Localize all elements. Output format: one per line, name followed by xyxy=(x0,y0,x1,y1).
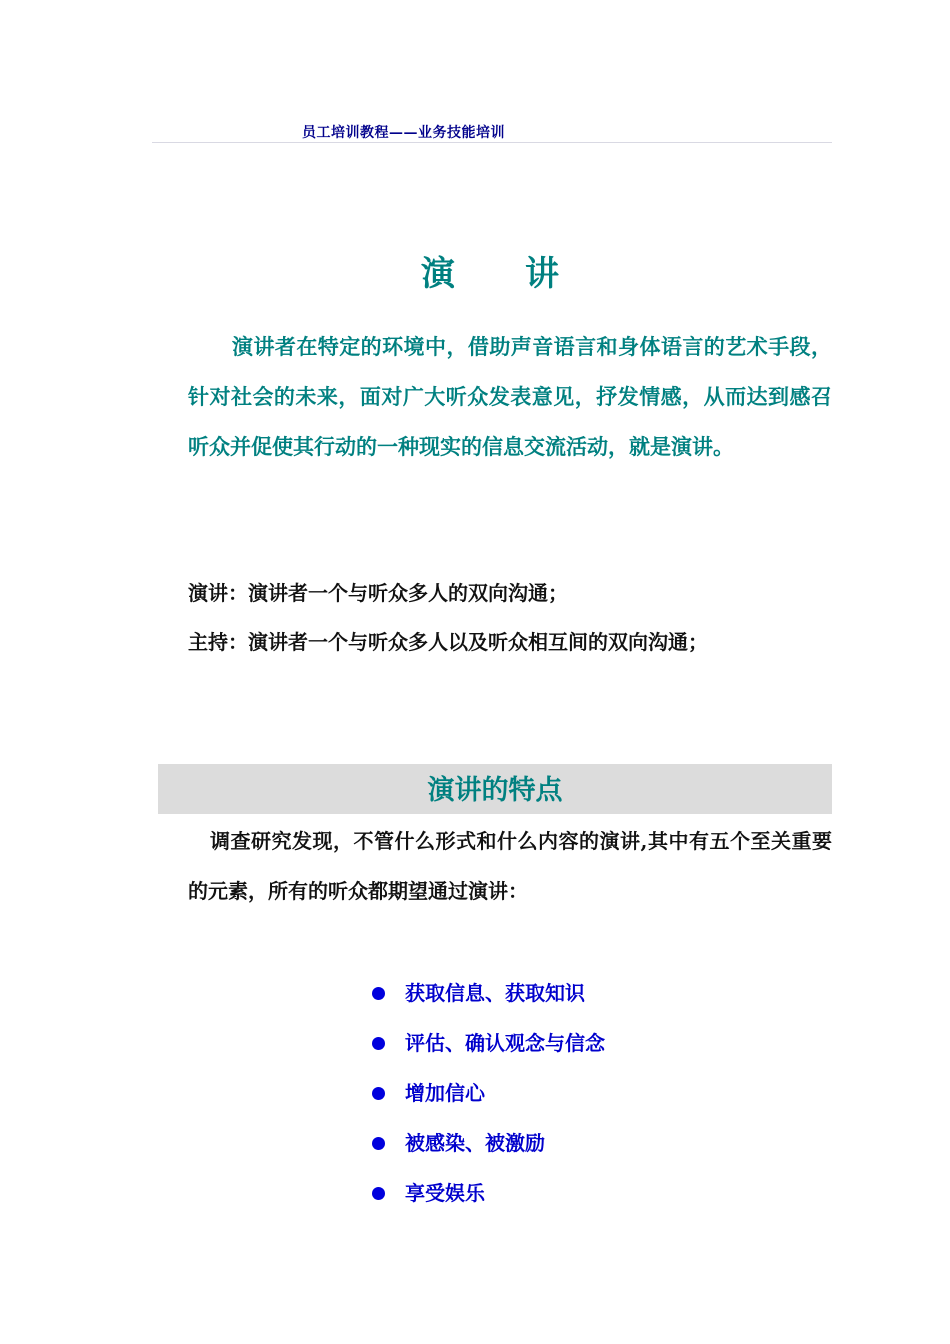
list-item-text: 获取信息、获取知识 xyxy=(405,981,585,1005)
survey-paragraph: 调查研究发现，不管什么形式和什么内容的演讲,其中有五个至关重要的元素，所有的听众都期望通过演讲： xyxy=(188,829,832,903)
bullet-dot-icon xyxy=(372,1137,385,1150)
list-item-text: 增加信心 xyxy=(405,1081,485,1105)
bullet-dot-icon xyxy=(372,987,385,1000)
intro-paragraph: 演讲者在特定的环境中，借助声音语言和身体语言的艺术手段，针对社会的未来，面对广大听众发表意见，抒发情感，从而达到感召听众并促使其行动的一种现实的信息交流活动，就是演讲。 xyxy=(188,334,832,459)
section-title: 演讲的特点 xyxy=(427,775,563,806)
list-item xyxy=(372,968,605,1018)
list-item xyxy=(372,1068,605,1118)
definition-speech: 演讲：演讲者一个与听众多人的双向沟通； xyxy=(188,581,568,605)
list-item-text: 享受娱乐 xyxy=(405,1181,485,1205)
bullet-dot-icon xyxy=(372,1187,385,1200)
bullet-dot-icon xyxy=(372,1037,385,1050)
list-item-text: 评估、确认观念与信念 xyxy=(405,1031,605,1055)
list-item xyxy=(372,1168,605,1218)
list-item-text: 被感染、被激励 xyxy=(405,1131,545,1155)
header-divider xyxy=(152,142,832,143)
title-char-1: 演 xyxy=(421,254,455,294)
page-title xyxy=(0,246,950,295)
page-header: 员工培训教程——业务技能培训 xyxy=(302,125,505,141)
definition-hosting: 主持：演讲者一个与听众多人以及听众相互间的双向沟通； xyxy=(188,630,708,654)
bullet-dot-icon xyxy=(372,1087,385,1100)
list-item xyxy=(372,1118,605,1168)
title-char-2: 讲 xyxy=(525,254,559,294)
feature-list xyxy=(372,968,605,1218)
list-item xyxy=(372,1018,605,1068)
